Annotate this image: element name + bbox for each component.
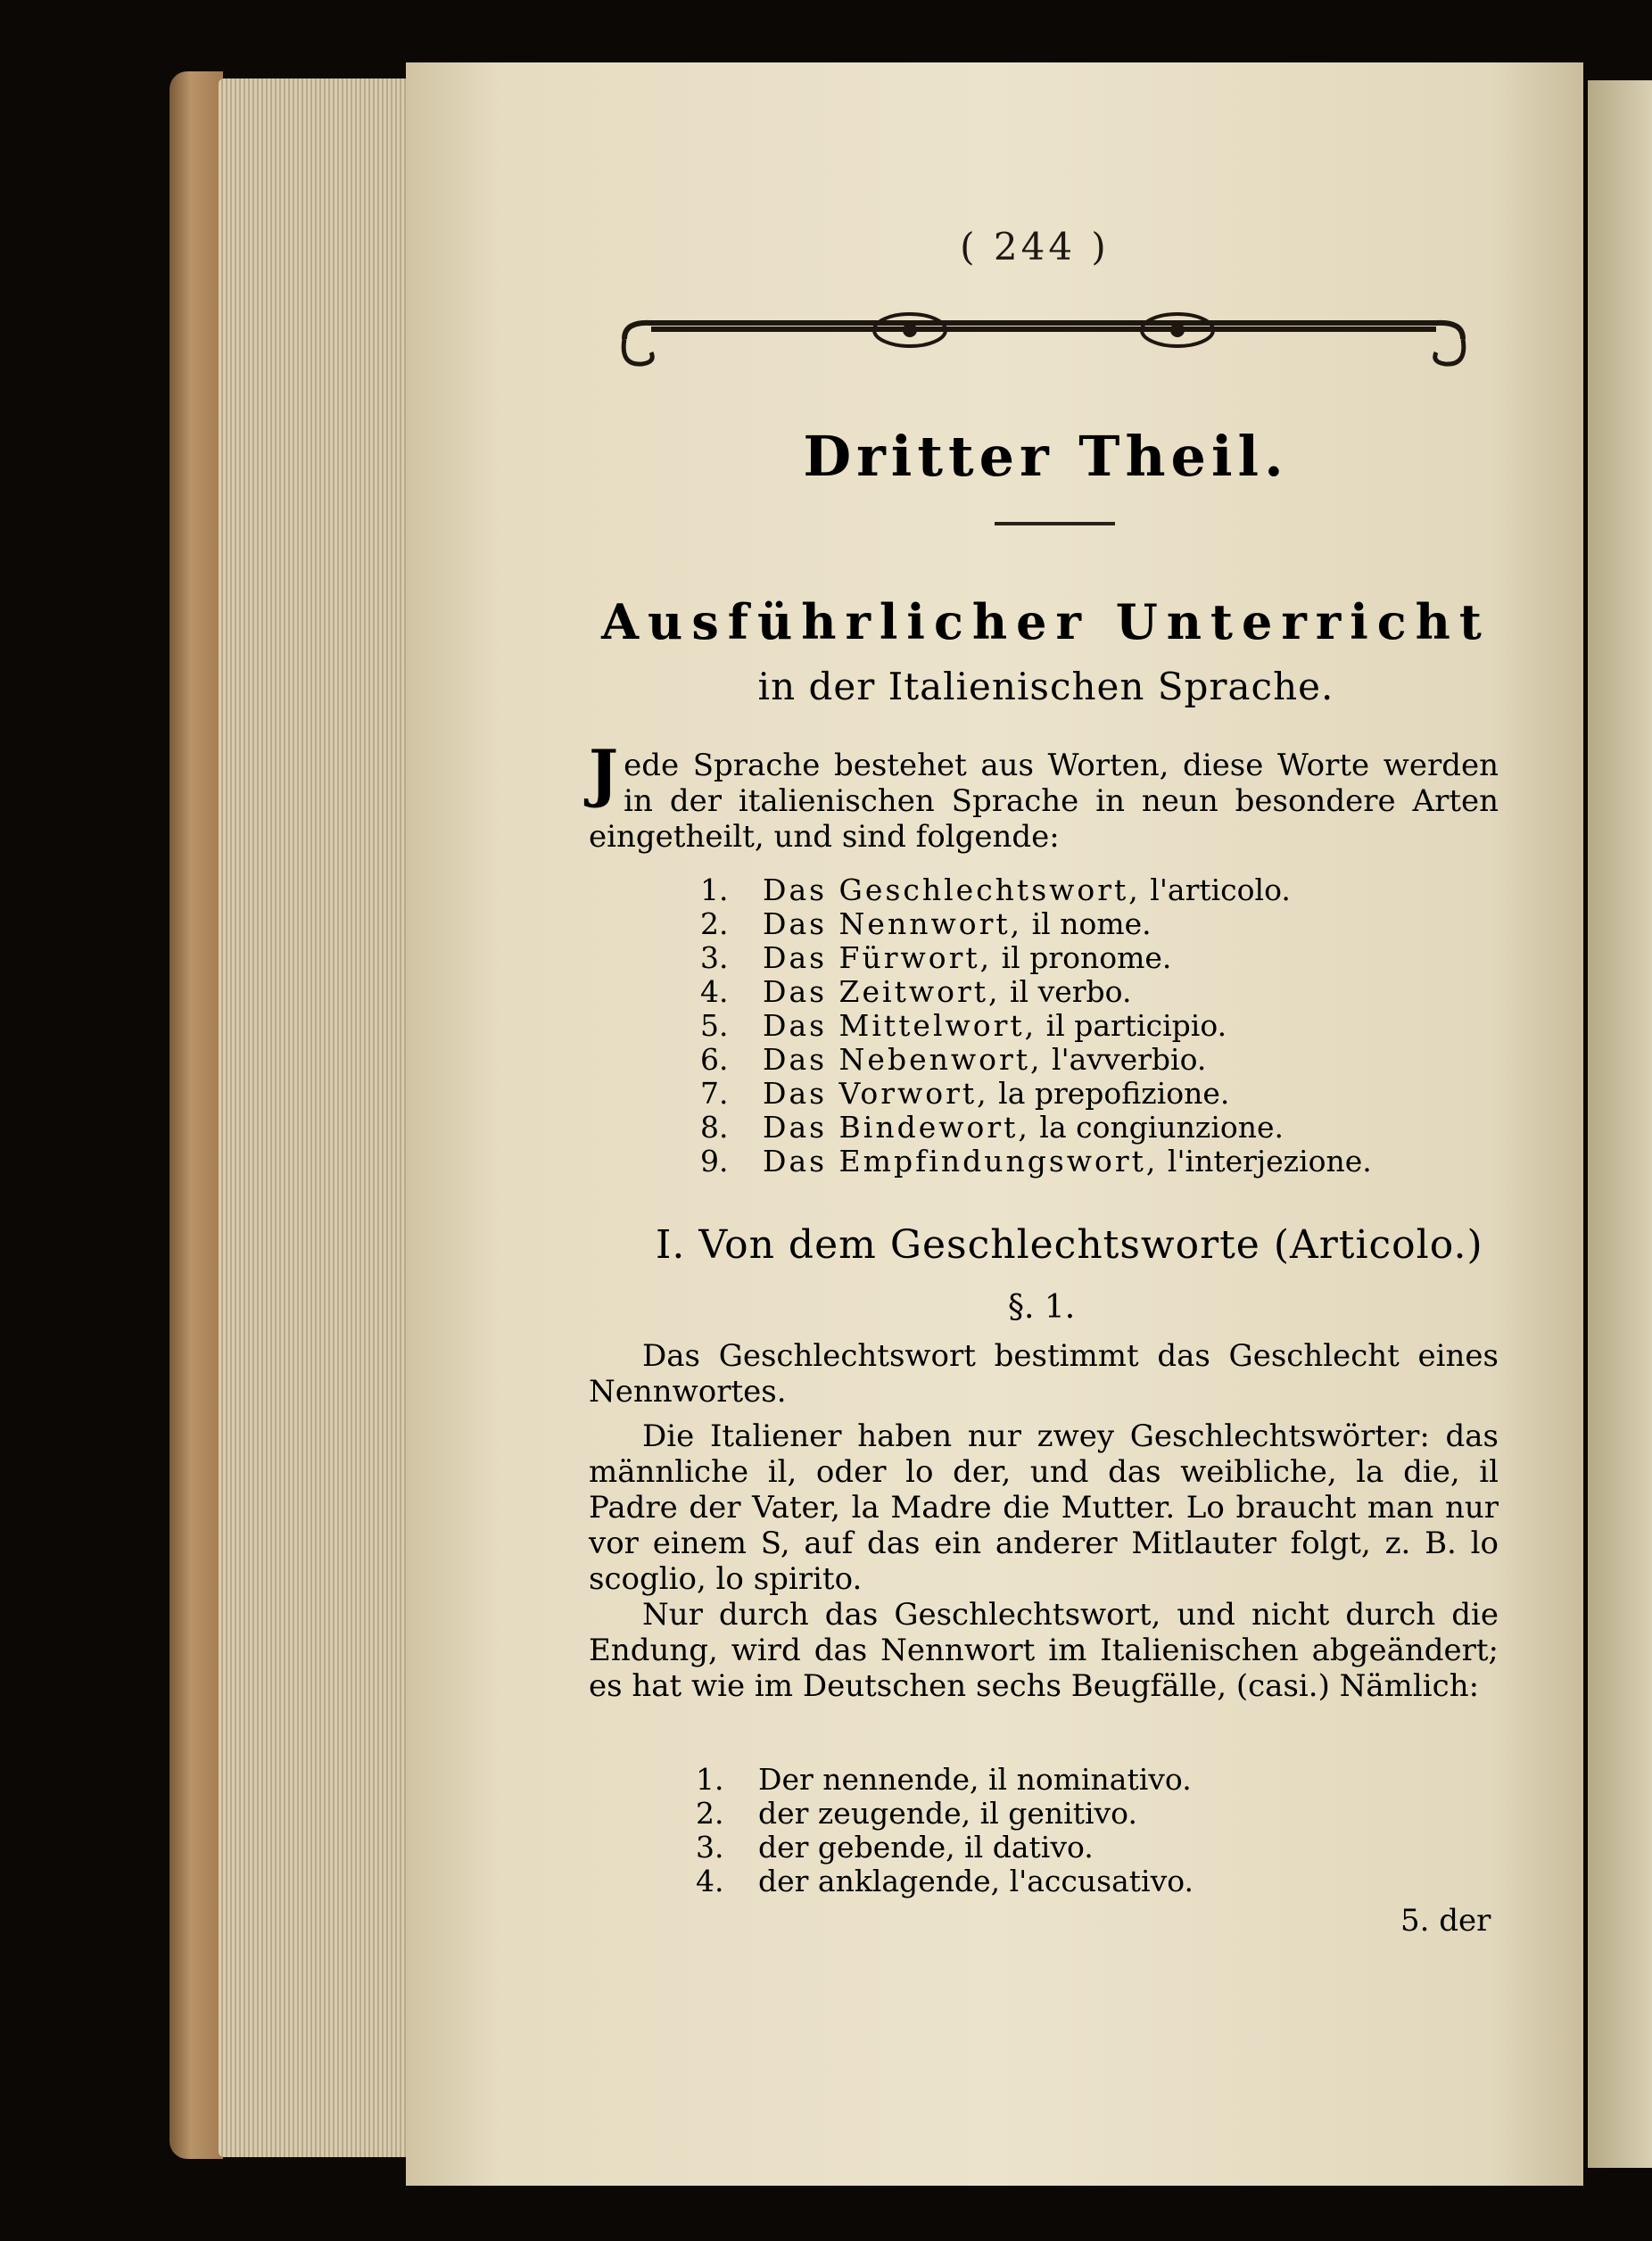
section-title: I. Von dem Geschlechtsworte (Articolo.) <box>656 1222 1483 1268</box>
german-term: Das Empfindungswort, <box>763 1144 1159 1178</box>
italian-term: il verbo. <box>1009 974 1132 1009</box>
list-item <box>700 906 1521 940</box>
german-term: Das Nennwort, <box>763 906 1023 941</box>
german-term: Das Mittelwort, <box>763 1008 1037 1043</box>
italian-term: la congiunzione. <box>1039 1110 1284 1145</box>
list-item <box>700 1008 1521 1042</box>
list-item <box>696 1864 1516 1898</box>
italian-term: il pronome. <box>1001 940 1172 975</box>
italian-term: l'articolo. <box>1150 872 1291 907</box>
list-item <box>700 1144 1521 1178</box>
list-item <box>700 1076 1521 1110</box>
paragraph: Die Italiener haben nur zwey Geschlechtswörter: das männliche il, oder lo der, und das weibliche, la die, il Padre der Vater, la Madre die Mutter. Lo braucht man nur vor einem S, auf das ein anderer Mitlauter folgt, z. B. lo scoglio, lo spirito. <box>589 1418 1499 1597</box>
intro-paragraph <box>589 736 1499 855</box>
page-block-edge <box>219 79 410 2157</box>
item-number: 6. <box>700 1042 729 1077</box>
intro-text: ede Sprache bestehet aus Worten, diese Worte werden in der italienischen Sprache in neun besondere Arten eingetheilt, und sind folgende: <box>589 748 1499 855</box>
list-item <box>700 1042 1521 1076</box>
german-term: Der nennende, <box>758 1762 979 1797</box>
italian-term: il dativo. <box>964 1830 1094 1865</box>
italian-term: l'accusativo. <box>1009 1864 1194 1898</box>
paragraph: Das Geschlechtswort bestimmt das Geschlecht eines Nennwortes. <box>589 1338 1499 1410</box>
list-item <box>700 1110 1521 1144</box>
book-cover-edge <box>169 71 223 2159</box>
german-term: der anklagende, <box>758 1864 1001 1898</box>
item-number: 9. <box>700 1144 729 1178</box>
german-term: der gebende, <box>758 1830 955 1865</box>
item-number: 2. <box>700 906 729 941</box>
italian-term: la prepofizione. <box>998 1076 1230 1111</box>
catchword: 5. der <box>1400 1903 1491 1939</box>
item-number: 2. <box>696 1796 724 1831</box>
italian-term: l'interjezione. <box>1167 1144 1372 1178</box>
item-number: 8. <box>700 1110 729 1145</box>
facing-page-edge <box>1588 80 1652 2168</box>
item-number: 5. <box>700 1008 729 1043</box>
paragraph: Nur durch das Geschlechtswort, und nicht durch die Endung, wird das Nennwort im Italienischen abgeändert; es hat wie im Deutschen sechs Beugfälle, (casi.) Nämlich: <box>589 1597 1499 1704</box>
italian-term: il nominativo. <box>987 1762 1192 1797</box>
list-item <box>696 1796 1516 1830</box>
german-term: Das Fürwort, <box>763 940 993 975</box>
item-number: 1. <box>696 1762 724 1797</box>
italian-term: l'avverbio. <box>1052 1042 1207 1077</box>
list-item <box>696 1762 1516 1796</box>
german-term: der zeugende, <box>758 1796 971 1831</box>
drop-cap: J <box>589 736 619 810</box>
item-number: 4. <box>696 1864 724 1898</box>
parts-of-speech-list <box>700 872 1521 1178</box>
italian-term: il genitivo. <box>979 1796 1137 1831</box>
list-item <box>700 940 1521 974</box>
part-title: Dritter Theil. <box>803 424 1289 489</box>
section-sign: §. 1. <box>1008 1289 1076 1326</box>
german-term: Das Nebenwort, <box>763 1042 1043 1077</box>
page-number: ( 244 ) <box>960 225 1110 269</box>
italian-term: il participio. <box>1045 1008 1227 1043</box>
item-number: 1. <box>700 872 729 907</box>
item-number: 3. <box>696 1830 724 1865</box>
cases-list <box>696 1762 1516 1898</box>
german-term: Das Bindewort, <box>763 1110 1030 1145</box>
item-number: 4. <box>700 974 729 1009</box>
chapter-heading: Ausführlicher Unterricht <box>601 593 1491 650</box>
list-item <box>696 1830 1516 1864</box>
list-item <box>700 872 1521 906</box>
german-term: Das Zeitwort, <box>763 974 1001 1009</box>
list-item <box>700 974 1521 1008</box>
german-term: Das Vorwort, <box>763 1076 989 1111</box>
item-number: 7. <box>700 1076 729 1111</box>
title-rule <box>995 522 1115 525</box>
ornament-divider <box>615 312 1472 393</box>
item-number: 3. <box>700 940 729 975</box>
german-term: Das Geschlechtswort, <box>763 872 1141 907</box>
chapter-subheading: in der Italienischen Sprache. <box>757 665 1334 708</box>
italian-term: il nome. <box>1031 906 1152 941</box>
